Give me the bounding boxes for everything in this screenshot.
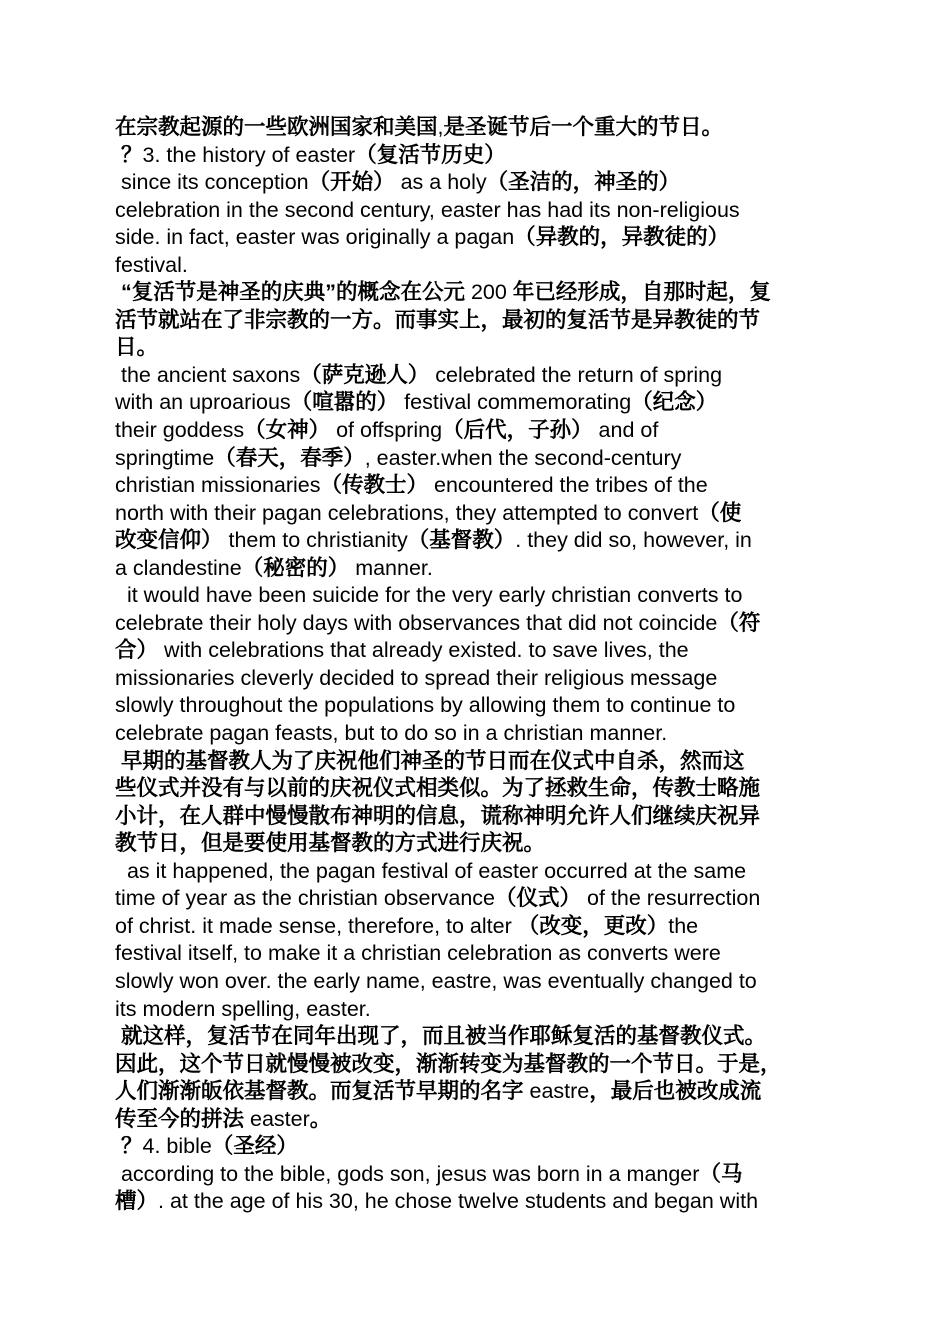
text-line: festival. (115, 252, 188, 277)
text-line: 在宗教起源的一些欧洲国家和美国,是圣诞节后一个重大的节日。 (115, 115, 724, 139)
text-line: of christ. it made sense, therefore, to alter （改变，更改）the (115, 913, 699, 938)
text-line: the ancient saxons（萨克逊人） celebrated the return of spring (115, 362, 723, 387)
text-line: ？4. bible（圣经） (120, 1134, 298, 1159)
text-line: springtime（春天，春季）, easter.when the second-century (115, 445, 682, 470)
text-line: slowly won over. the early name, eastre, was eventually changed to (115, 968, 757, 993)
text-line: 教节日，但是要使用基督教的方式进行庆祝。 (115, 831, 546, 856)
text-line: time of year as the christian observance（仪式） of the resurrection (115, 886, 761, 911)
text-line: 传至今的拼法 easter。 (115, 1106, 332, 1131)
text-line: 槽）. at the age of his 30, he chose twelve students and began with (115, 1189, 759, 1214)
text-line: a clandestine（秘密的） manner. (115, 555, 433, 580)
text-line: 人们渐渐皈依基督教。而复活节早期的名字 eastre，最后也被改成流 (115, 1079, 762, 1104)
text-line: missionaries cleverly decided to spread their religious message (115, 665, 718, 690)
text-line: christian missionaries（传教士） encountered the tribes of the (115, 473, 708, 498)
text-line: 因此，这个节日就慢慢被改变，渐渐转变为基督教的一个节日。于是， (115, 1051, 782, 1076)
text-line: side. in fact, easter was originally a pagan（异教的，异教徒的） (115, 225, 730, 250)
text-line: celebration in the second century, easter has had its non-religious (115, 197, 740, 222)
text-line: 些仪式并没有与以前的庆祝仪式相类似。为了拯救生命，传教士略施 (115, 776, 761, 801)
text-line: celebrate their holy days with observances that did not coincide（符 (115, 610, 761, 635)
text-line: it would have been suicide for the very early christian converts to (115, 583, 743, 608)
text-line: with an uproarious（喧嚣的） festival commemorating（纪念） (115, 390, 718, 415)
text-line: according to the bible, gods son, jesus was born in a manger（马 (115, 1161, 743, 1186)
text-line: its modern spelling, easter. (115, 996, 371, 1021)
text-line: since its conception（开始） as a holy（圣洁的，神圣的） (115, 170, 681, 195)
text-line: as it happened, the pagan festival of easter occurred at the same (115, 858, 747, 883)
text-line: festival itself, to make it a christian celebration as converts were (115, 941, 721, 966)
text-line: 小计，在人群中慢慢散布神明的信息，谎称神明允许人们继续庆祝异 (115, 803, 761, 828)
text-line: 合） with celebrations that already existed. to save lives, the (115, 638, 689, 663)
text-line: 早期的基督教人为了庆祝他们神圣的节日而在仪式中自杀，然而这 (120, 748, 745, 773)
text-line: 活节就站在了非宗教的一方。而事实上，最初的复活节是异教徒的节 (115, 307, 761, 332)
text-line: north with their pagan celebrations, they attempted to convert（使 (115, 500, 742, 525)
text-line: celebrate pagan feasts, but to do so in a christian manner. (115, 721, 668, 746)
document-page (115, 114, 840, 1216)
text-line: 日。 (115, 335, 159, 360)
text-line: “复活节是神圣的庆典”的概念在公元 200 年已经形成，自那时起，复 (120, 280, 771, 305)
text-line: 就这样，复活节在同年出现了，而且被当作耶稣复活的基督教仪式。 (120, 1024, 766, 1049)
text-line: their goddess（女神） of offspring（后代，子孙） and of (115, 418, 659, 443)
text-line: slowly throughout the populations by allowing them to continue to (115, 693, 736, 718)
text-line: ？3. the history of easter（复活节历史） (120, 142, 506, 167)
text-line: 改变信仰） them to christianity（基督教）. they did so, however, in (115, 528, 752, 553)
